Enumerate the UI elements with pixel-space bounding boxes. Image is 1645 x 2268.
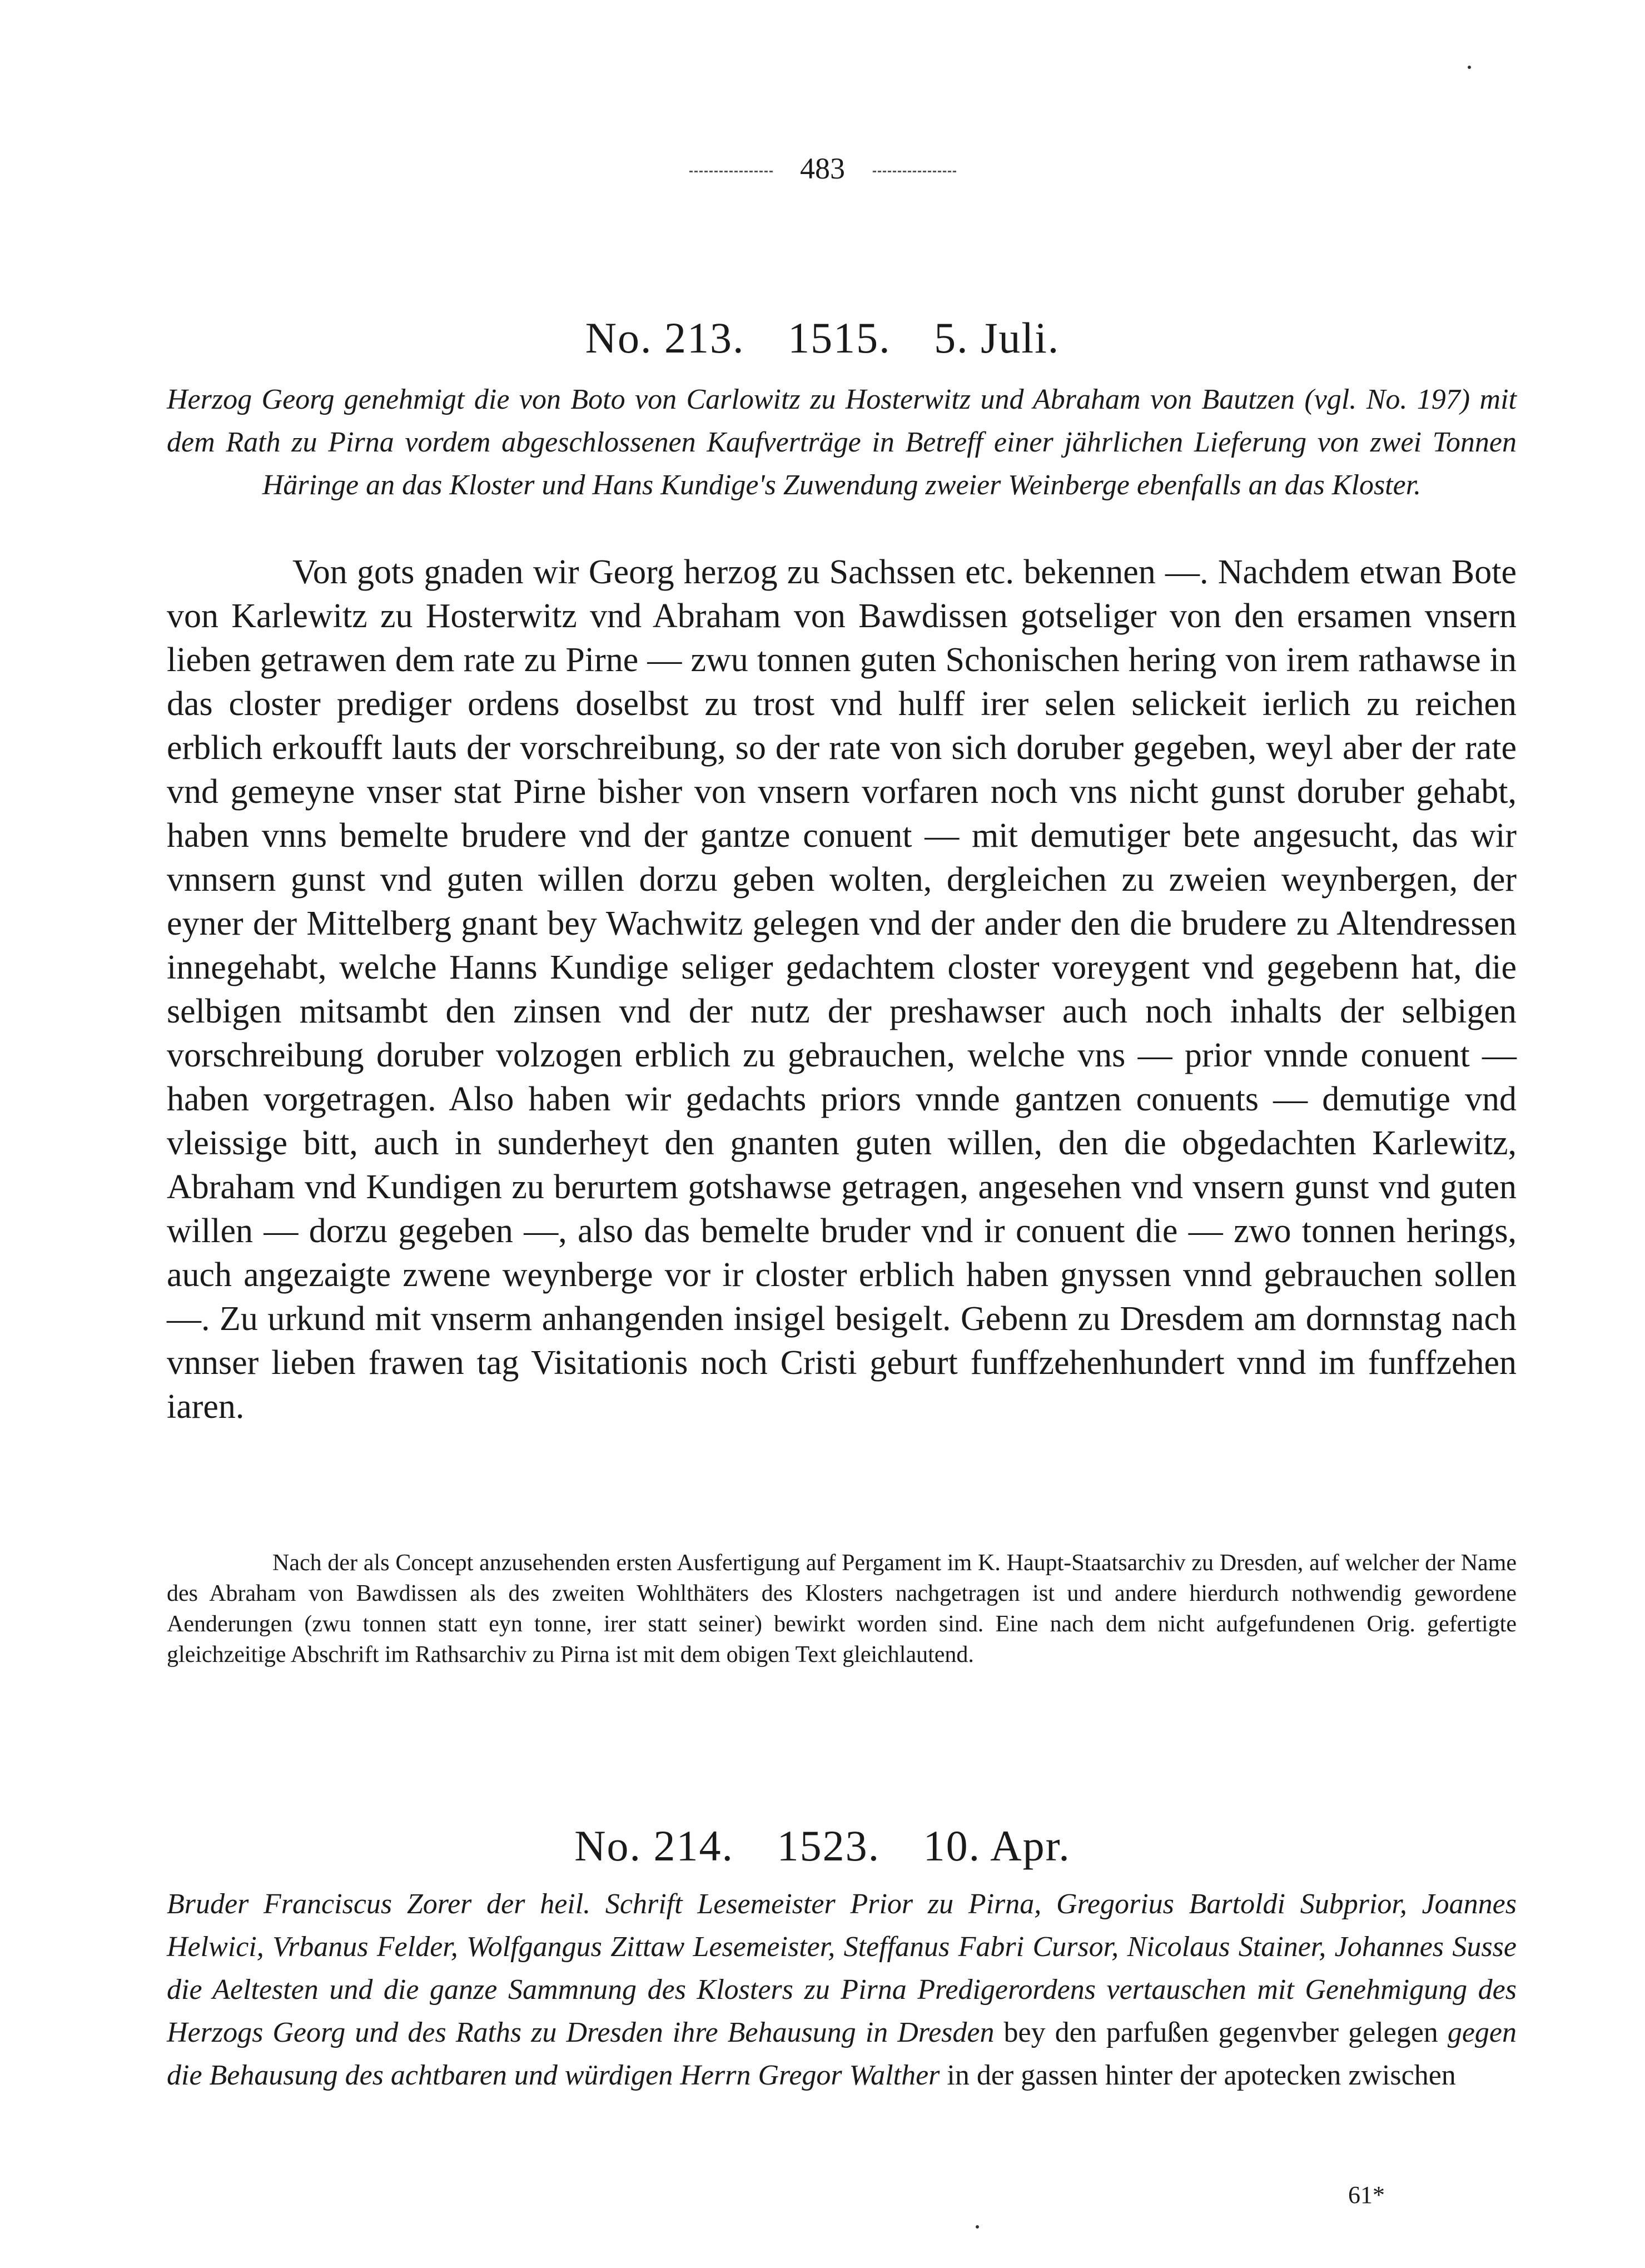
- scan-speck: [976, 2225, 979, 2229]
- entry-213-heading: [0, 311, 1645, 365]
- scan-speck: [1468, 66, 1471, 69]
- signature-mark: 61*: [1348, 2181, 1385, 2209]
- entry-213-source-note: Nach der als Concept anzusehenden ersten Ausfertigung auf Pergament im K. Haupt-Staatsarchiv zu Dresden, auf welcher der Name des Abraham von Bawdissen als des zweiten Wohlthäters des Klosters nachgetragen ist und andere hierdurch nothwendig gewordene Aenderungen (zwu tonnen statt eyn tonne, irer statt seiner) bewirkt worden sind. Eine nach dem nicht aufgefundenen Orig. gefertigte gleichzeitige Abschrift im Rathsarchiv zu Pirna ist mit dem obigen Text gleichlautend.: [167, 1550, 1517, 1667]
- entry-213-text: Von gots gnaden wir Georg herzog zu Sachssen etc. bekennen —. Nachdem etwan Bote von Karlewitz zu Hosterwitz vnd Abraham von Bawdissen gotseliger von den ersamen vnsern lieben getrawen dem rate zu Pirne — zwu tonnen guten Schonischen hering von irem rathawse in das closter prediger ordens doselbst zu trost vnd hulff irer selen selickeit ierlich zu reichen erblich erkoufft lauts der vorschreibung, so der rate von sich doruber gegeben, weyl aber der rate vnd gemeyne vnser stat Pirne bisher von vnsern vorfaren noch vns nicht gunst doruber gehabt, haben vnns bemelte brudere vnd der gantze conuent — mit demutiger bete angesucht, das wir vnnsern gunst vnd guten willen dorzu geben wolten, dergleichen zu zweien weynbergen, der eyner der Mittelberg gnant bey Wachwitz gelegen vnd der ander den die brudere zu Altendressen innegehabt, welche Hanns Kundige seliger gedachtem closter voreygent vnd gegebenn hat, die selbigen mitsambt den zinsen vnd der nutz der preshawser auch noch inhalts der selbigen vorschreibung doruber volzogen erblich zu gebrauchen, welche vns — prior vnnde conuent — haben vorgetragen. Also haben wir gedachts priors vnnde gantzen conuents — demutige vnd vleissige bitt, auch in sunderheyt den gnanten guten willen, den die obgedachten Karlewitz, Abraham vnd Kundigen zu berurtem gotshawse getragen, angesehen vnd vnsern gunst vnd guten willen — dorzu gegeben —, also das bemelte bruder vnd ir conuent die — zwo tonnen herings, auch angezaigte zwene weynberge vor ir closter erblich haben gnyssen vnnd gebrauchen sollen —. Zu urkund mit vnserm anhangenden insigel besigelt. Gebenn zu Dresdem am dornnstag nach vnnser lieben frawen tag Visitationis noch Cristi geburt funffzehenhundert vnnd im funffzehen iaren.: [167, 553, 1517, 1426]
- entry-number: No. 213.: [585, 314, 745, 362]
- page-number: 483: [800, 152, 845, 185]
- entry-213-summary: Herzog Georg genehmigt die von Boto von Carlowitz zu Hosterwitz und Abraham von Bautzen (vgl. No. 197) mit dem Rath zu Pirna vordem abgeschlossenen Kaufverträge in Betreff einer jährlichen Lieferung von zwei Tonnen Häringe an das Kloster und Hans Kundige's Zuwendung zweier Weinberge ebenfalls an das Kloster.: [167, 384, 1517, 501]
- entry-214-summary: [167, 1883, 1517, 2097]
- page-header: [0, 149, 1645, 188]
- entry-214-heading: [0, 1819, 1645, 1873]
- entry-number: No. 214.: [574, 1822, 734, 1870]
- header-rule-left: [689, 171, 773, 172]
- entry-year: 1515.: [788, 314, 891, 362]
- summary-roman-part: in der gassen hinter der apotecken zwischen: [947, 2059, 1456, 2091]
- summary-italic-part: gegen die Behausung des achtbaren und würdigen Herrn Gregor Walther: [167, 2017, 1517, 2091]
- header-rule-right: [873, 171, 956, 172]
- summary-italic-part: Bruder Franciscus Zorer der heil. Schrift Lesemeister Prior zu Pirna, Gregorius Bartoldi Subprior, Joannes Helwici, Vrbanus Felder, Wolfgangus Zittaw Lesemeister, Steffanus Fabri Cursor, Nicolaus Stainer, Johannes Susse die Aeltesten und die ganze Sammnung des Klosters zu Pirna Predigerordens vertauschen mit Genehmigung des Herzogs Georg und des Raths zu Dresden ihre Behausung in Dresden: [167, 1888, 1517, 2048]
- entry-date: 5. Juli.: [934, 314, 1060, 362]
- summary-roman-part: bey den parfußen gegenvber gelegen: [1003, 2017, 1438, 2048]
- entry-date: 10. Apr.: [923, 1822, 1071, 1870]
- entry-year: 1523.: [777, 1822, 881, 1870]
